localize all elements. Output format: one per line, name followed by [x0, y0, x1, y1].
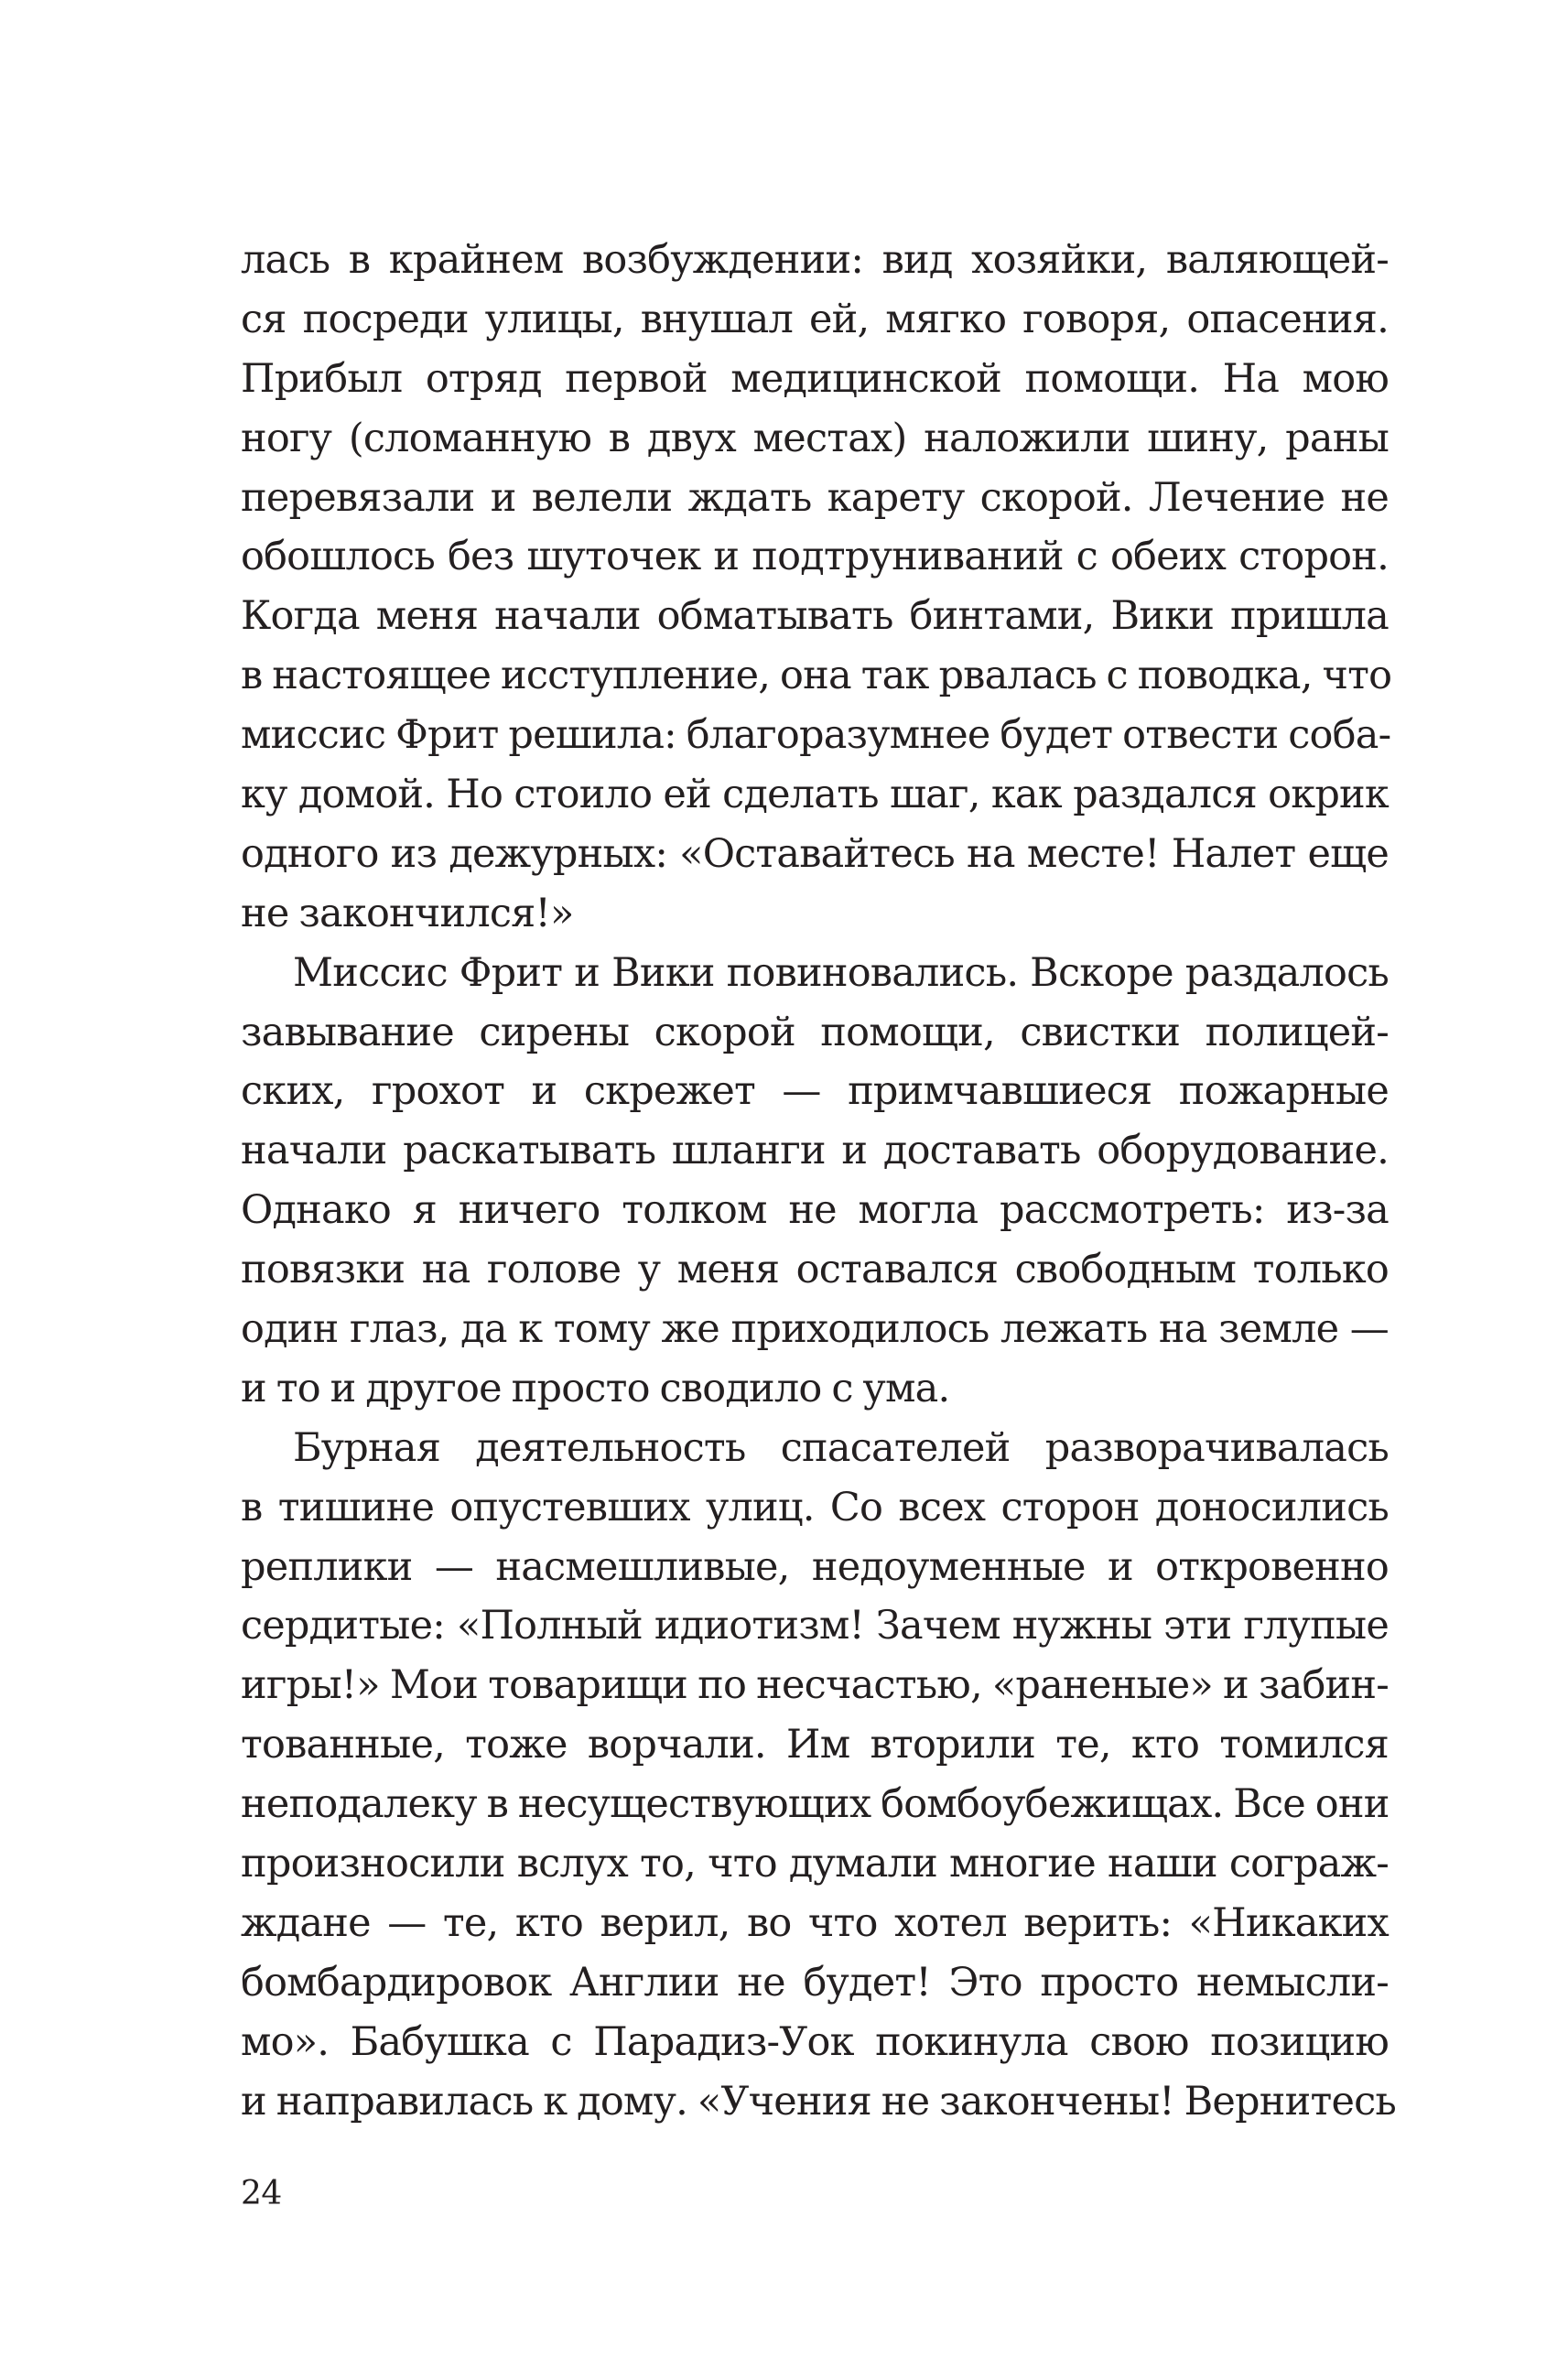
paragraph-1 — [241, 231, 1392, 944]
text-line: и направилась к дому. «Учения не закончены! Вернитесь — [241, 2078, 1397, 2125]
text-line: ногу (сломанную в двух местах) наложили шину, раны — [241, 415, 1389, 461]
text-line: Прибыл отряд первой медицинской помощи. На мою — [241, 355, 1389, 402]
text-line: лась в крайнем возбуждении: вид хозяйки, валяющей- — [241, 237, 1389, 283]
text-line: в настоящее исступление, она так рвалась с поводка, что — [241, 653, 1392, 699]
text-line: Бурная деятельность спасателей разворачивалась — [293, 1424, 1389, 1471]
text-line: неподалеку в несуществующих бомбоубежищах. Все они — [241, 1781, 1390, 1828]
text-line: ждане — те, кто верил, во что хотел верить: «Никаких — [241, 1899, 1389, 1946]
text-line: перевязали и велели ждать карету скорой. Лечение не — [241, 474, 1389, 521]
text-line: Миссис Фрит и Вики повиновались. Вскоре раздалось — [293, 949, 1389, 996]
text-line: игры!» Мои товарищи по несчастью, «раненые» и забин- — [241, 1662, 1389, 1709]
text-line: ку домой. Но стоило ей сделать шаг, как раздался окрик — [241, 772, 1389, 818]
text-line: не закончился!» — [241, 890, 574, 936]
text-line: обошлось без шуточек и подтруниваний с обеих сторон. — [241, 534, 1389, 580]
text-line: и то и другое просто сводило с ума. — [241, 1365, 950, 1411]
text-line: Когда меня начали обматывать бинтами, Вики пришла — [241, 593, 1389, 640]
text-line: повязки на голове у меня оставался свободным только — [241, 1247, 1389, 1293]
text-line: одного из дежурных: «Оставайтесь на месте! Налет еще — [241, 830, 1389, 877]
text-line: ских, грохот и скрежет — примчавшиеся пожарные — [241, 1068, 1389, 1115]
text-line: в тишине опустевших улиц. Со всех сторон доносились — [241, 1484, 1389, 1530]
text-line: Однако я ничего толком не могла рассмотреть: из-за — [241, 1187, 1389, 1234]
text-line: начали раскатывать шланги и доставать оборудование. — [241, 1128, 1389, 1174]
text-line: бомбардировок Англии не будет! Это просто немысли- — [241, 1959, 1389, 2006]
text-line: реплики — насмешливые, недоуменные и откровенно — [241, 1543, 1389, 1590]
text-line: миссис Фрит решила: благоразумнее будет отвести соба- — [241, 712, 1391, 759]
text-line: ся посреди улицы, внушал ей, мягко говоря, опасения. — [241, 296, 1389, 342]
text-line: один глаз, да к тому же приходилось лежать на земле — — [241, 1306, 1389, 1353]
text-line: тованные, тоже ворчали. Им вторили те, кто томился — [241, 1722, 1389, 1768]
text-line: завывание сирены скорой помощи, свистки полицей- — [241, 1009, 1389, 1055]
text-line: произносили вслух то, что думали многие наши сограж- — [241, 1841, 1389, 1887]
page-number: 24 — [241, 2175, 282, 2212]
body-text — [241, 231, 1397, 2132]
paragraph-3 — [241, 1419, 1397, 2132]
paragraph-2 — [241, 944, 1389, 1419]
text-line: сердитые: «Полный идиотизм! Зачем нужны эти глупые — [241, 1603, 1389, 1649]
text-line: мо». Бабушка с Парадиз-Уок покинула свою позицию — [241, 2018, 1389, 2065]
